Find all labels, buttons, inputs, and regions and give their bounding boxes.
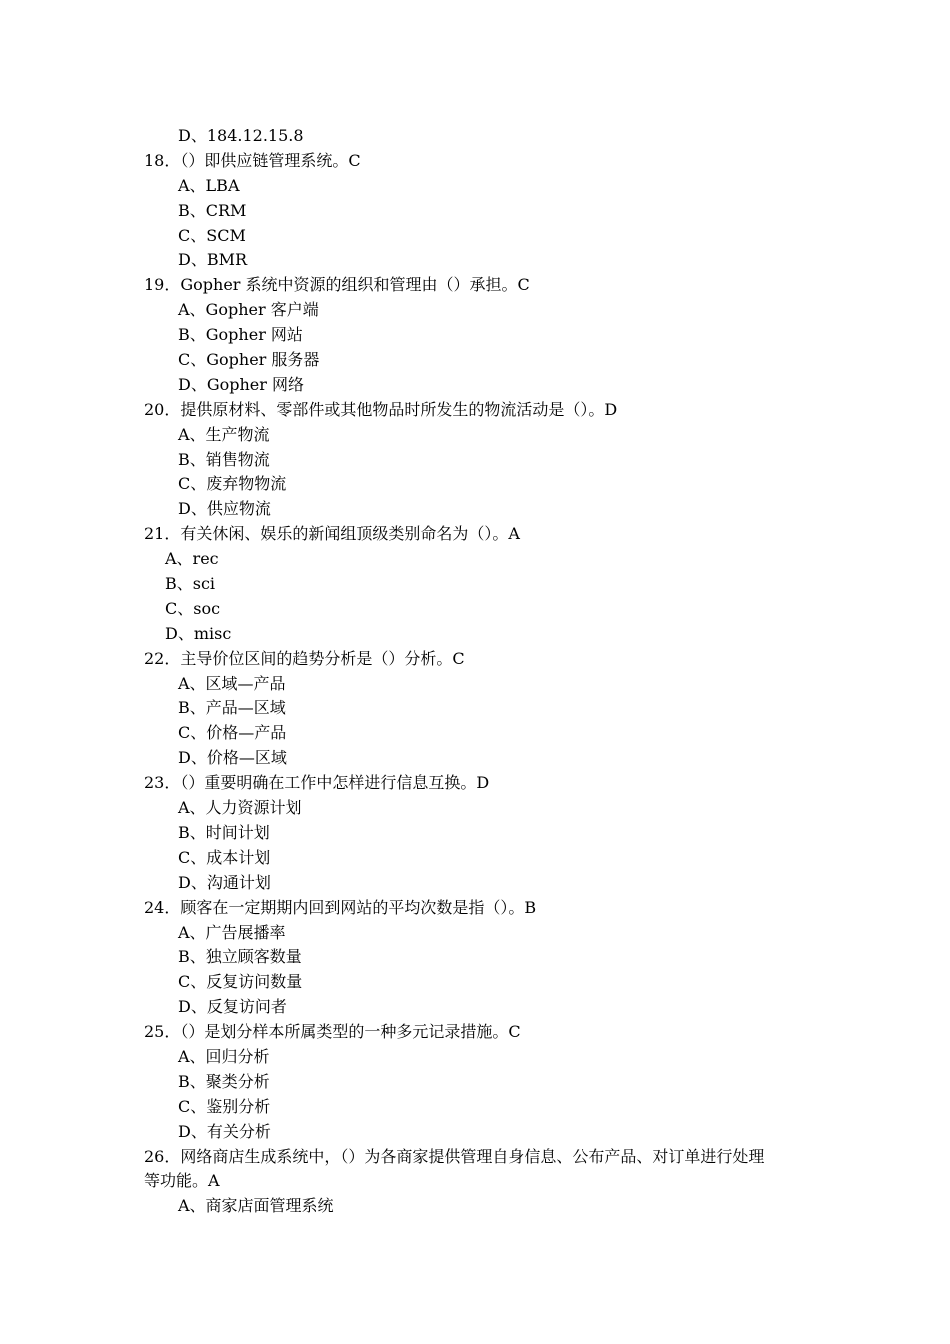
question-line: 19．Gopher 系统中资源的组织和管理由（）承担。C — [144, 275, 530, 295]
option-line: C、SCM — [178, 225, 246, 245]
option-line: D、184.12.15.8 — [178, 126, 304, 145]
option-line: D、misc — [165, 623, 232, 643]
option-line: A、商家店面管理系统 — [178, 1196, 334, 1216]
option-line: B、sci — [165, 574, 216, 594]
question-line: 24．顾客在一定期期内回到网站的平均次数是指（）。B — [144, 897, 537, 917]
option-line: D、有关分析 — [178, 1121, 271, 1141]
option-line: B、CRM — [178, 200, 247, 220]
option-line: B、Gopher 网站 — [178, 325, 303, 345]
option-line: D、反复访问者 — [178, 997, 287, 1017]
question-line: 22．主导价位区间的趋势分析是（）分析。C — [144, 648, 465, 668]
question-line: 26．网络商店生成系统中，（）为各商家提供管理自身信息、公布产品、对订单进行处理 — [144, 1146, 765, 1166]
option-line: B、产品—区域 — [178, 698, 286, 718]
option-line: C、鉴别分析 — [178, 1096, 271, 1116]
question-line: 23．（）重要明确在工作中怎样进行信息互换。D — [144, 773, 490, 793]
option-line: A、LBA — [178, 175, 240, 195]
option-line: B、时间计划 — [178, 822, 270, 842]
option-line: C、Gopher 服务器 — [178, 350, 320, 370]
option-line: B、独立顾客数量 — [178, 947, 302, 967]
option-line: A、广告展播率 — [178, 922, 286, 942]
option-line: C、废弃物物流 — [178, 474, 287, 494]
option-line: D、Gopher 网络 — [178, 374, 304, 394]
option-line: D、供应物流 — [178, 499, 271, 519]
option-line: C、soc — [165, 598, 221, 618]
option-line: D、价格—区域 — [178, 748, 287, 768]
question-line: 21．有关休闲、娱乐的新闻组顶级类别命名为（）。A — [144, 524, 520, 544]
option-line: A、区域—产品 — [178, 673, 286, 693]
document-page — [0, 124, 950, 1219]
option-line: A、回归分析 — [178, 1046, 270, 1066]
option-line: B、销售物流 — [178, 449, 270, 469]
option-line: B、聚类分析 — [178, 1071, 270, 1091]
question-line: 20．提供原材料、零部件或其他物品时所发生的物流活动是（）。D — [144, 399, 618, 419]
question-line: 25．（）是划分样本所属类型的一种多元记录措施。C — [144, 1022, 521, 1042]
option-line: A、人力资源计划 — [178, 798, 302, 818]
option-line: D、沟通计划 — [178, 872, 271, 892]
option-line: A、rec — [165, 549, 219, 569]
option-line: C、价格—产品 — [178, 723, 287, 743]
option-line: A、Gopher 客户端 — [178, 300, 319, 320]
option-line: D、BMR — [178, 250, 248, 270]
question-continuation-line: 等功能。A — [144, 1171, 220, 1191]
option-line: A、生产物流 — [178, 424, 270, 444]
option-line: C、反复访问数量 — [178, 972, 303, 992]
question-line: 18．（）即供应链管理系统。C — [144, 150, 361, 170]
option-line: C、成本计划 — [178, 847, 271, 867]
